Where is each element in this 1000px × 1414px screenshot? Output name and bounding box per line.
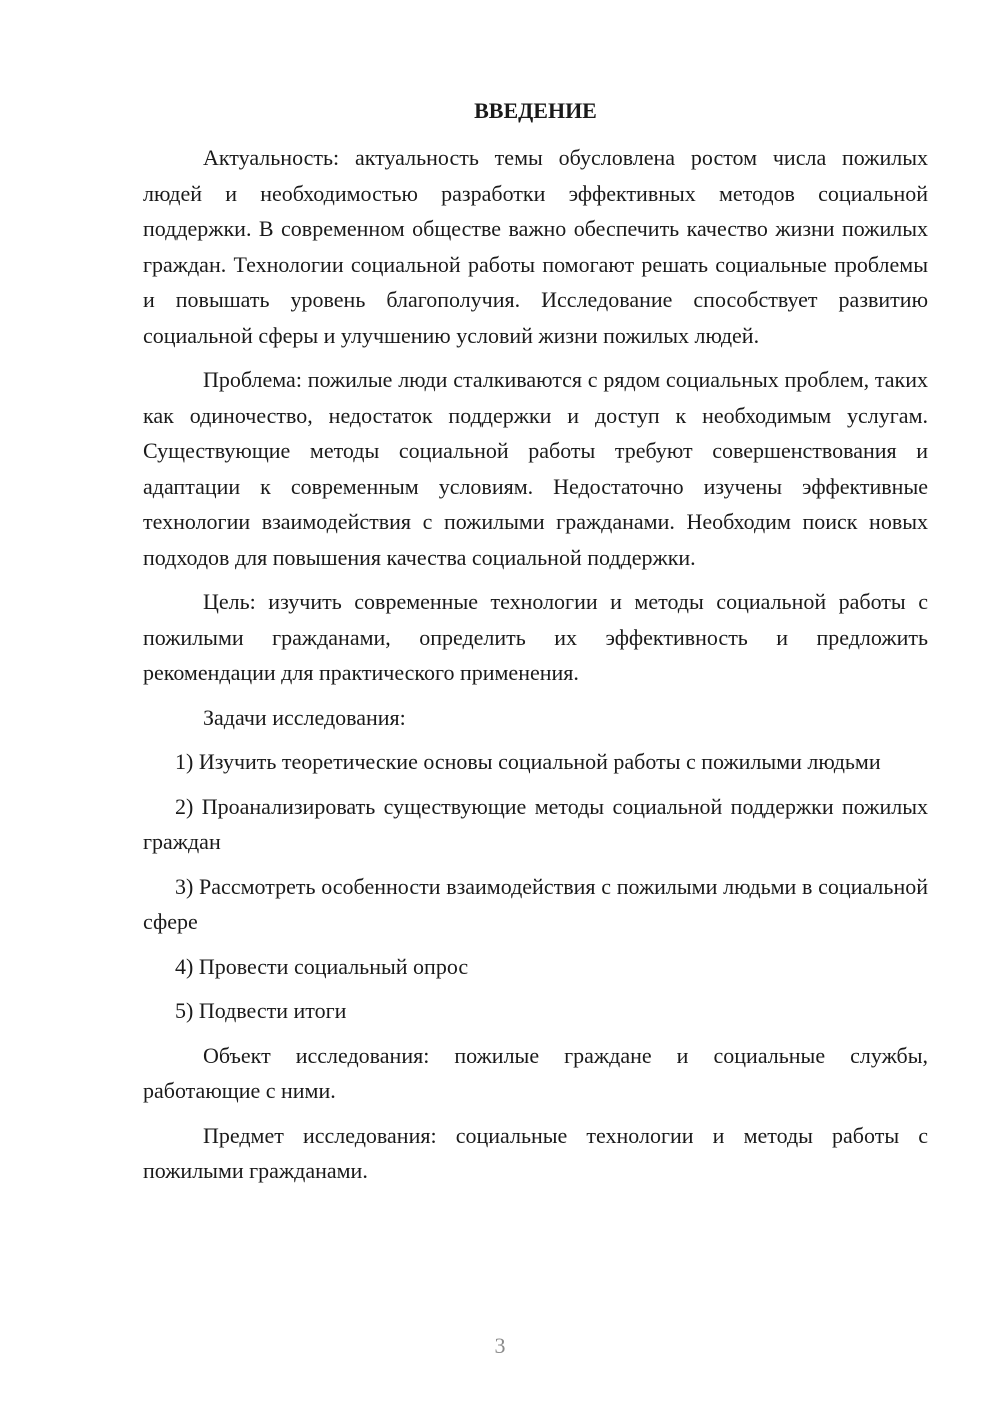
task-item: 5) Подвести итоги — [175, 998, 347, 1023]
task-item: 4) Провести социальный опрос — [175, 953, 469, 979]
task-item: 1) Изучить теоретические основы социальной работы с пожилыми людьми — [175, 749, 881, 774]
document-page — [143, 96, 928, 1198]
research-object-paragraph: Объект исследования: пожилые граждане и социальные службы, работающие с ними. — [143, 1042, 928, 1103]
relevance-paragraph: Актуальность: актуальность темы обусловлена ростом числа пожилых людей и необходимостью разработки эффективных методов социальной поддержки. В современном обществе важно обеспечить качество жизни пожилых граждан. Технологии социальной работы помогают решать социальные проблемы и повышать уровень благополучия. Исследование способствует развитию социальной сферы и улучшению условий жизни пожилых людей. — [143, 145, 928, 348]
task-item: 2) Проанализировать существующие методы социальной поддержки пожилых граждан — [143, 793, 928, 854]
task-item: 3) Рассмотреть особенности взаимодействия с пожилыми людьми в социальной сфере — [143, 873, 928, 934]
research-subject-paragraph: Предмет исследования: социальные технологии и методы работы с пожилыми гражданами. — [143, 1122, 928, 1183]
page-number: 3 — [494, 1333, 506, 1358]
goal-paragraph: Цель: изучить современные технологии и методы социальной работы с пожилыми гражданами, определить их эффективность и предложить рекомендации для практического применения. — [143, 589, 928, 685]
section-title: ВВЕДЕНИЕ — [474, 98, 597, 123]
problem-paragraph: Проблема: пожилые люди сталкиваются с рядом социальных проблем, таких как одиночество, недостаток поддержки и доступ к необходимым услугам. Существующие методы социальной работы требуют совершенствования и адаптации к современным условиям. Недостаточно изучены эффективные технологии взаимодействия с пожилыми гражданами. Необходим поиск новых подходов для повышения качества социальной поддержки. — [143, 367, 928, 570]
tasks-heading: Задачи исследования: — [203, 704, 406, 730]
